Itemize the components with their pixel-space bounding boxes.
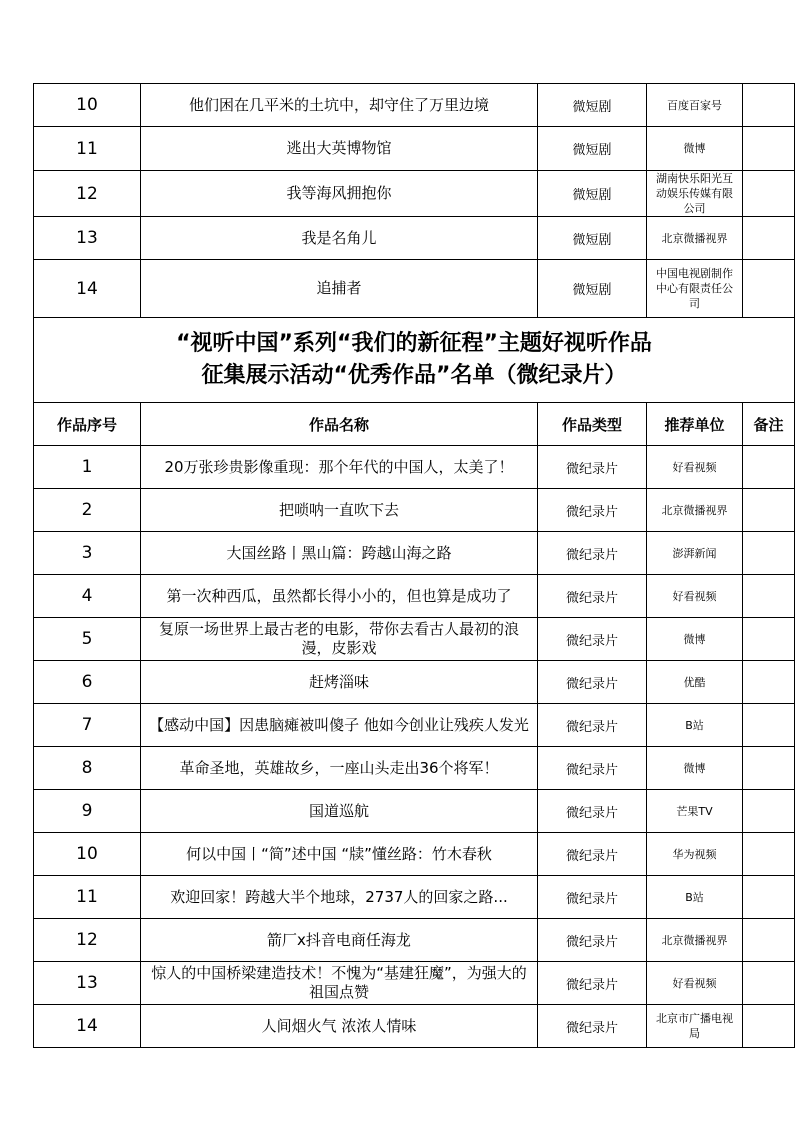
table-row bbox=[34, 84, 795, 127]
table-row bbox=[34, 127, 795, 171]
cell-type: 微纪录片 bbox=[538, 661, 647, 704]
header-name: 作品名称 bbox=[141, 403, 538, 446]
cell-unit: 微博 bbox=[647, 127, 743, 171]
table-row bbox=[34, 661, 795, 704]
cell-type: 微纪录片 bbox=[538, 876, 647, 919]
cell-no: 9 bbox=[34, 790, 141, 833]
cell-no: 3 bbox=[34, 532, 141, 575]
works-table bbox=[33, 83, 795, 1048]
cell-no: 2 bbox=[34, 489, 141, 532]
table-row bbox=[34, 919, 795, 962]
short-drama-rows bbox=[34, 84, 795, 318]
cell-type: 微纪录片 bbox=[538, 1005, 647, 1048]
cell-type: 微纪录片 bbox=[538, 532, 647, 575]
cell-note bbox=[743, 962, 795, 1005]
cell-no: 8 bbox=[34, 747, 141, 790]
section-title-row bbox=[34, 318, 795, 403]
cell-type: 微纪录片 bbox=[538, 833, 647, 876]
cell-type: 微短剧 bbox=[538, 217, 647, 260]
cell-no: 6 bbox=[34, 661, 141, 704]
cell-unit: 好看视频 bbox=[647, 575, 743, 618]
table-row bbox=[34, 532, 795, 575]
cell-name: 第一次种西瓜，虽然都长得小小的，但也算是成功了 bbox=[141, 575, 538, 618]
table-row bbox=[34, 446, 795, 489]
cell-unit: 湖南快乐阳光互动娱乐传媒有限公司 bbox=[647, 171, 743, 217]
cell-name: 我等海风拥抱你 bbox=[141, 171, 538, 217]
cell-note bbox=[743, 919, 795, 962]
cell-type: 微纪录片 bbox=[538, 618, 647, 661]
table-row bbox=[34, 260, 795, 318]
cell-name: 他们困在几平米的土坑中，却守住了万里边境 bbox=[141, 84, 538, 127]
cell-note bbox=[743, 575, 795, 618]
table-row bbox=[34, 489, 795, 532]
cell-note bbox=[743, 127, 795, 171]
cell-unit: 华为视频 bbox=[647, 833, 743, 876]
table-row bbox=[34, 962, 795, 1005]
cell-unit: 好看视频 bbox=[647, 962, 743, 1005]
cell-type: 微纪录片 bbox=[538, 790, 647, 833]
header-unit: 推荐单位 bbox=[647, 403, 743, 446]
cell-type: 微纪录片 bbox=[538, 704, 647, 747]
cell-name: 箭厂x抖音电商任海龙 bbox=[141, 919, 538, 962]
cell-name: 20万张珍贵影像重现：那个年代的中国人，太美了！ bbox=[141, 446, 538, 489]
cell-type: 微短剧 bbox=[538, 260, 647, 318]
cell-name: 欢迎回家！跨越大半个地球，2737人的回家之路... bbox=[141, 876, 538, 919]
cell-no: 12 bbox=[34, 919, 141, 962]
cell-name: 【感动中国】因患脑瘫被叫傻子 他如今创业让残疾人发光 bbox=[141, 704, 538, 747]
table-row bbox=[34, 876, 795, 919]
cell-unit: 北京微播视界 bbox=[647, 919, 743, 962]
section-title-line1: “视听中国”系列“我们的新征程”主题好视听作品 bbox=[176, 331, 652, 356]
cell-name: 人间烟火气 浓浓人情味 bbox=[141, 1005, 538, 1048]
cell-note bbox=[743, 84, 795, 127]
cell-note bbox=[743, 833, 795, 876]
cell-unit: 中国电视剧制作中心有限责任公司 bbox=[647, 260, 743, 318]
cell-unit: 微博 bbox=[647, 618, 743, 661]
cell-type: 微纪录片 bbox=[538, 489, 647, 532]
cell-name: 惊人的中国桥梁建造技术！不愧为“基建狂魔”，为强大的祖国点赞 bbox=[141, 962, 538, 1005]
cell-note bbox=[743, 446, 795, 489]
table-row bbox=[34, 217, 795, 260]
cell-note bbox=[743, 790, 795, 833]
cell-no: 11 bbox=[34, 876, 141, 919]
cell-unit: 微博 bbox=[647, 747, 743, 790]
cell-type: 微短剧 bbox=[538, 127, 647, 171]
cell-unit: 北京微播视界 bbox=[647, 217, 743, 260]
cell-type: 微短剧 bbox=[538, 171, 647, 217]
cell-unit: 北京市广播电视局 bbox=[647, 1005, 743, 1048]
cell-no: 11 bbox=[34, 127, 141, 171]
table-row bbox=[34, 1005, 795, 1048]
cell-name: 赶烤淄味 bbox=[141, 661, 538, 704]
document-page bbox=[33, 83, 784, 1048]
table-row bbox=[34, 618, 795, 661]
cell-no: 14 bbox=[34, 260, 141, 318]
cell-name: 把唢呐一直吹下去 bbox=[141, 489, 538, 532]
section-title bbox=[34, 318, 795, 403]
cell-name: 复原一场世界上最古老的电影，带你去看古人最初的浪漫，皮影戏 bbox=[141, 618, 538, 661]
cell-unit: 北京微播视界 bbox=[647, 489, 743, 532]
cell-no: 14 bbox=[34, 1005, 141, 1048]
cell-unit: B站 bbox=[647, 704, 743, 747]
cell-note bbox=[743, 876, 795, 919]
cell-type: 微纪录片 bbox=[538, 446, 647, 489]
header-note: 备注 bbox=[743, 403, 795, 446]
cell-unit: 澎湃新闻 bbox=[647, 532, 743, 575]
cell-type: 微纪录片 bbox=[538, 575, 647, 618]
table-row bbox=[34, 790, 795, 833]
table-row bbox=[34, 575, 795, 618]
cell-note bbox=[743, 532, 795, 575]
cell-note bbox=[743, 747, 795, 790]
cell-note bbox=[743, 704, 795, 747]
cell-unit: 百度百家号 bbox=[647, 84, 743, 127]
cell-unit: 芒果TV bbox=[647, 790, 743, 833]
cell-no: 7 bbox=[34, 704, 141, 747]
cell-name: 逃出大英博物馆 bbox=[141, 127, 538, 171]
cell-no: 13 bbox=[34, 217, 141, 260]
cell-no: 5 bbox=[34, 618, 141, 661]
cell-no: 4 bbox=[34, 575, 141, 618]
table-row bbox=[34, 747, 795, 790]
cell-name: 革命圣地，英雄故乡，一座山头走出36个将军！ bbox=[141, 747, 538, 790]
cell-type: 微纪录片 bbox=[538, 962, 647, 1005]
header-no: 作品序号 bbox=[34, 403, 141, 446]
micro-documentary-rows bbox=[34, 446, 795, 1048]
section-title-line2: 征集展示活动“优秀作品”名单（微纪录片） bbox=[201, 363, 627, 388]
cell-unit: 好看视频 bbox=[647, 446, 743, 489]
cell-type: 微纪录片 bbox=[538, 747, 647, 790]
cell-note bbox=[743, 489, 795, 532]
cell-no: 1 bbox=[34, 446, 141, 489]
table-row bbox=[34, 171, 795, 217]
cell-unit: 优酷 bbox=[647, 661, 743, 704]
cell-note bbox=[743, 661, 795, 704]
cell-note bbox=[743, 1005, 795, 1048]
table-row bbox=[34, 833, 795, 876]
cell-note bbox=[743, 260, 795, 318]
cell-name: 大国丝路丨黑山篇：跨越山海之路 bbox=[141, 532, 538, 575]
cell-note bbox=[743, 618, 795, 661]
cell-name: 何以中国丨“简”述中国 “牍”懂丝路：竹木春秋 bbox=[141, 833, 538, 876]
cell-note bbox=[743, 171, 795, 217]
cell-no: 12 bbox=[34, 171, 141, 217]
cell-no: 10 bbox=[34, 833, 141, 876]
header-type: 作品类型 bbox=[538, 403, 647, 446]
cell-type: 微纪录片 bbox=[538, 919, 647, 962]
cell-name: 追捕者 bbox=[141, 260, 538, 318]
cell-no: 13 bbox=[34, 962, 141, 1005]
cell-name: 我是名角儿 bbox=[141, 217, 538, 260]
cell-type: 微短剧 bbox=[538, 84, 647, 127]
header-row bbox=[34, 403, 795, 446]
cell-no: 10 bbox=[34, 84, 141, 127]
table-row bbox=[34, 704, 795, 747]
cell-unit: B站 bbox=[647, 876, 743, 919]
cell-note bbox=[743, 217, 795, 260]
cell-name: 国道巡航 bbox=[141, 790, 538, 833]
